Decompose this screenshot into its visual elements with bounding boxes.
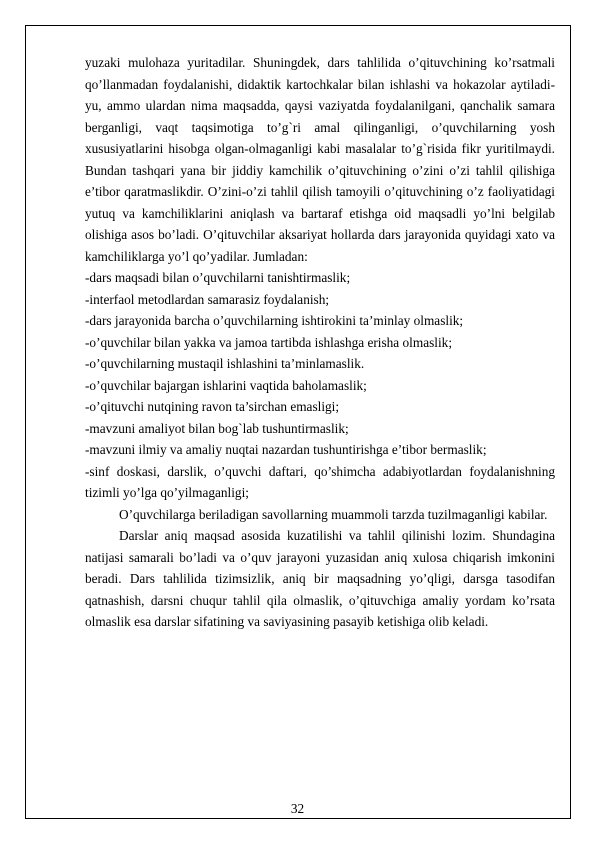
list-item: -dars jarayonida barcha o’quvchilarning ishtirokini ta’minlay olmaslik; (85, 313, 464, 328)
list-item: -o’quvchilar bilan yakka va jamoa tartibda ishlashga erisha olmaslik; (85, 334, 453, 350)
list-item: -mavzuni amaliyot bilan bog`lab tushuntirmaslik; (85, 420, 349, 436)
list-item: -mavzuni ilmiy va amaliy nuqtai nazardan tushuntirishga e’tibor bermaslik; (85, 442, 487, 457)
page-body (85, 52, 555, 633)
list-item: -interfaol metodlardan samarasiz foydalanish; (85, 291, 330, 307)
paragraph-questions: O’quvchilarga beriladigan savollarning muammoli tarzda tuzilmaganligi kabilar. (119, 506, 548, 522)
list-item: -o’qituvchi nutqining ravon ta’sirchan emasligi; (85, 399, 340, 414)
paragraph-intro: yuzaki mulohaza yuritadilar. Shuningdek, dars tahlilida o’qituvchining ko’rsatmali qo’llanmadan foydalanishi, didaktik kartochkalar bilan ishlashi va hokazolar aytiladi-yu, ammo ulardan nima maqsadda, qaysi vaziyatda foydalanilgani, qanchalik samara berganligi, vaqt taqsimotiga to’g`ri amal qilinganligi, o’quvchilarning yosh xususiyatlarini hisobga olgan-olmaganligi kabi masalalar to’g`risida fikr yuritilmaydi. Bundan tashqari yana bir jiddiy kamchilik o’qituvchining o’zini o’zi tahlil qilishiga e’tibor qaratmaslikdir. O’zini-o’zi tahlil qilish tamoyili o’qituvchining o’z faoliyatidagi yutuq va kamchiliklarini aniqlash va bartaraf etishga oid maqsadli yo’lni belgilab olishiga asos bo’ladi. O’qituvchilar aksariyat hollarda dars jarayonida quyidagi xato va kamchiliklarga yo’l qo’yadilar. Jumladan: (85, 55, 555, 264)
list-item: -o’quvchilarning mustaqil ishlashini ta’minlamaslik. (85, 356, 365, 371)
page-number: 32 (290, 801, 305, 816)
paragraph-conclusion: Darslar aniq maqsad asosida kuzatilishi va tahlil qilinishi lozim. Shundagina natijasi samarali bo’ladi va o’quv jarayoni yuzasidan aniq xulosa chiqarish imkonini beradi. Dars tahlilida tizimsizlik, aniq bir maqsadning yo’qligi, darsga tasodifan qatnashish, darsni chuqur tahlil qila olmaslik, o’qituvchiga amaliy yordam ko’rsata olmaslik esa darslar sifatining va saviyasining pasayib ketishiga olib keladi. (85, 528, 555, 629)
list-item: -dars maqsadi bilan o’quvchilarni tanishtirmaslik; (85, 270, 351, 285)
list-item-last: -sinf doskasi, darslik, o’quvchi daftari, qo’shimcha adabiyotlardan foydalanishning tizimli yo’lga qo’yilmaganligi; (85, 463, 555, 500)
list-item: -o’quvchilar bajargan ishlarini vaqtida baholamaslik; (85, 377, 367, 393)
